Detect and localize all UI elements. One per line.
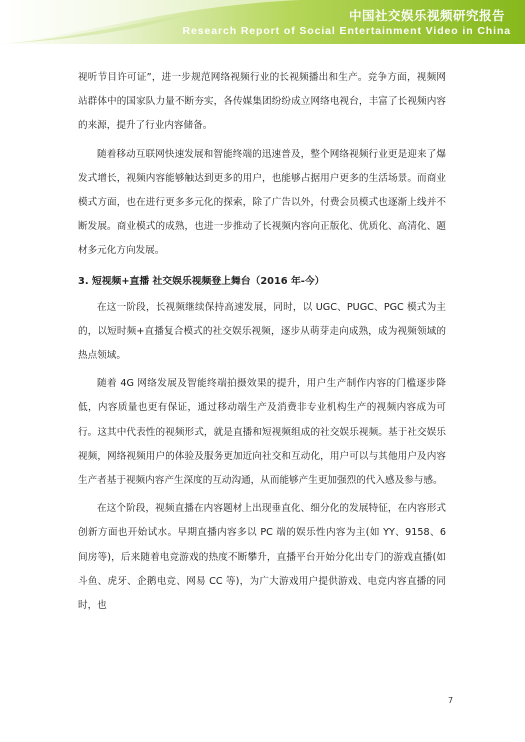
body-paragraph: 随着 4G 网络发展及智能终端拍摄效果的提升，用户生产制作内容的门槛逐步降低，内容质量也更有保证，通过移动端生产及消费非专业机构生产的视频内容成为可行。这其中代表性的视频形式，就是直播和短视频组成的社交娱乐视频。基于社交娱乐视频，网络视频用户的体验及服务更加近向社交和互动化，用户可以与其他用户及内容生产者基于视频内容产生深度的互动沟通，从而能够产生更加强烈的代入感及参与感。 bbox=[78, 378, 446, 487]
section-heading: 3. 短视频+直播 社交娱乐视频登上舞台（2016 年-今） bbox=[78, 275, 325, 287]
body-paragraph: 在这一阶段，长视频继续保持高速发展，同时，以 UGC、PUGC、PGC 模式为主的，以短时频+直播复合模式的社交娱乐视频，逐步从萌芽走向成熟，成为视频领域的热点领域。 bbox=[78, 301, 446, 362]
report-subtitle: Research Report of Social Entertainment Video in China bbox=[182, 25, 511, 37]
page-number: 7 bbox=[448, 696, 454, 705]
report-title: 中国社交娱乐视频研究报告 bbox=[348, 8, 505, 23]
document-body bbox=[78, 66, 446, 622]
body-paragraph: 在这个阶段，视频直播在内容题材上出现垂直化、细分化的发展特征，在内容形式创新方面也开始试水。早期直播内容多以 PC 端的娱乐性内容为主(如 YY、9158、6 间房等)，后来随着电竞游戏的热度不断攀升，直播平台开始分化出专门的游戏直播(如斗鱼、虎牙、企鹅电竞、网易 CC 等)，为广大游戏用户提供游戏、电竞内容直播的同时，也 bbox=[78, 503, 446, 612]
body-paragraph: 视听节目许可证”，进一步规范网络视频行业的长视频播出和生产。竞争方面，视频网站群体中的国家队力量不断夯实，各传媒集团纷纷成立网络电视台，丰富了长视频内容的来源，提升了行业内容储备。 bbox=[78, 72, 446, 132]
page-header bbox=[0, 0, 525, 44]
body-paragraph: 随着移动互联网快速发展和智能终端的迅速普及，整个网络视频行业更是迎来了爆发式增长，视频内容能够触达到更多的用户，也能够占据用户更多的生活场景。而商业模式方面，也在进行更多多元化的探索，除了广告以外，付费会员模式也逐渐上线并不断发展。商业模式的成熟，也进一步推动了长视频内容向正版化、优质化、高清化、题材多元化方向发展。 bbox=[78, 148, 446, 257]
